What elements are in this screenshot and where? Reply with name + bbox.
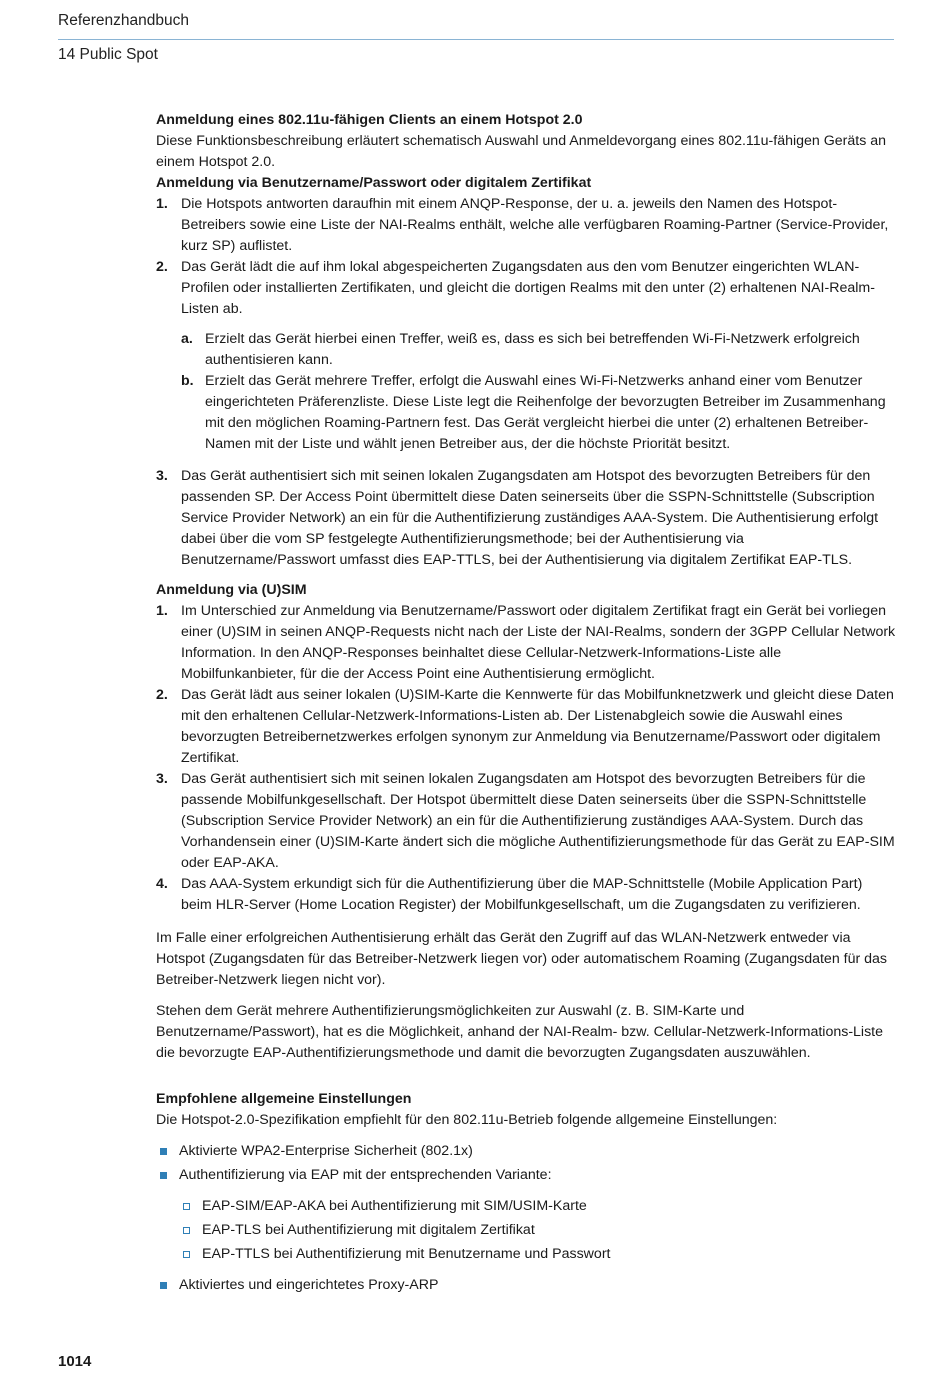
subheading-recommended-settings: Empfohlene allgemeine Einstellungen [156, 1091, 412, 1107]
hollow-square-bullet-icon [183, 1203, 190, 1210]
list-item-text: Im Unterschied zur Anmeldung via Benutzername/Passwort oder digitalem Zertifikat fragt ein Gerät bei vorliegen einer (U)SIM in seinen ANQP-Requests nicht nach der Liste der NAI-Realms, sondern der 3GPP Cellular Network Information. In den ANQP-Responses beinhaltet diese Cellular-Netzwerk-Informations-Liste alle Mobilfunkanbieter, für die der Access Point eine Authentisierung ermöglicht. [181, 603, 896, 682]
sub-bullet-text: EAP-TTLS bei Authentifizierung mit Benutzername und Passwort [202, 1246, 611, 1262]
sub-bullet-item [179, 1220, 896, 1241]
list-item-text: Das Gerät lädt aus seiner lokalen (U)SIM-Karte die Kennwerte für das Mobilfunknetzwerk und gleicht diese Daten mit den erhaltenen Cellular-Netzwerk-Informations-Listen ab. Der Listenabgleich sowie die Auswahl eines bevorzugten Betreibernetzwerkes erfolgen synonym zur Anmeldung via Benutzername/Passwort oder digitalem Zertifikat. [181, 687, 894, 766]
section-intro: Diese Funktionsbeschreibung erläutert schematisch Auswahl und Anmeldevorgang eines 802.11u-fähigen Geräts an einem Hotspot 2.0. [156, 133, 887, 170]
settings-bullet-list [156, 1141, 896, 1296]
list-marker: 3. [156, 468, 168, 484]
list-marker: 2. [156, 259, 168, 275]
list-marker: 2. [156, 687, 168, 703]
page-content [156, 110, 896, 1299]
usim-paragraph-2: Stehen dem Gerät mehrere Authentifizierungsmöglichkeiten zur Auswahl (z. B. SIM-Karte und Benutzername/Passwort), hat es die Möglichkeit, anhand der NAI-Realm- bzw. Cellular-Netzwerk-Informations-Liste die bevorzugte EAP-Authentifizierungsmethode und damit die bevorzugten Zugangsdaten auszuwählen. [156, 1003, 884, 1061]
list-marker: 1. [156, 603, 168, 619]
bullet-text: Aktiviertes und eingerichtetes Proxy-ARP [179, 1277, 439, 1293]
running-title: Referenzhandbuch [58, 12, 189, 29]
bullet-item [156, 1275, 896, 1296]
hollow-square-bullet-icon [183, 1227, 190, 1234]
list-item [156, 769, 896, 874]
list-item [156, 685, 896, 769]
sub-bullet-item [179, 1244, 896, 1265]
bullet-text: Authentifizierung via EAP mit der entsprechenden Variante: [179, 1167, 552, 1183]
page-header [58, 10, 894, 66]
cert-sub-list [181, 329, 896, 455]
sub-list-item-text: Erzielt das Gerät mehrere Treffer, erfolgt die Auswahl eines Wi-Fi-Netzwerks anhand einer vom Benutzer eingerichteten Präferenzliste. Diese Liste legt die Reihenfolge der bevorzugten Betreiber im Zusammenhang mit den möglichen Roaming-Partnern fest. Das Gerät vergleicht hierbei die unter (2) erhaltenen Betreiber-Namen mit der Liste und wählt jenen Betreiber aus, der die höchste Priorität besitzt. [205, 373, 886, 452]
sub-list-item [181, 371, 896, 455]
subheading-usim-login: Anmeldung via (U)SIM [156, 582, 307, 598]
list-item-text: Die Hotspots antworten daraufhin mit einem ANQP-Response, der u. a. jeweils den Namen des Hotspot-Betreibers sowie eine Liste der NAI-Realms enthält, welche alle verfügbaren Roaming-Partner (Service-Provider, kurz SP) auflistet. [181, 196, 889, 254]
list-item [156, 874, 896, 916]
list-item [156, 194, 896, 257]
list-item-text: Das Gerät authentisiert sich mit seinen lokalen Zugangsdaten am Hotspot des bevorzugten Betreibers für den passenden SP. Der Access Point übermittelt diese Daten seinerseits über die SSPN-Schnittstelle (Subscription Service Provider Network) an ein für die Authentifizierung zuständiges AAA-System. Die Authentisierung erfolgt dabei über die vom SP festgelegte Authentifizierungsmethode; bei der Authentisierung via Benutzername/Passwort umfasst dies EAP-TTLS, bei der Authentisierung via digitalem Zertifikat EAP-TLS. [181, 468, 879, 568]
square-bullet-icon [160, 1148, 167, 1155]
list-item-text: Das Gerät authentisiert sich mit seinen lokalen Zugangsdaten am Hotspot des bevorzugten Betreibers für die passende Mobilfunkgesellschaft. Der Hotspot übermittelt diese Daten seinerseits über die SSPN-Schnittstelle (Subscription Service Provider Network) an ein für die Authentifizierung zuständiges AAA-System. Durch das Vorhandensein einer (U)SIM-Karte ändert sich die mögliche Authentifizierungsmethode für das Gerät zu EAP-SIM oder EAP-AKA. [181, 771, 895, 871]
sub-list-item-text: Erzielt das Gerät hierbei einen Treffer, weiß es, dass es sich bei betreffenden Wi-Fi-Netzwerk erfolgreich authentisieren kann. [205, 331, 860, 368]
bullet-item [156, 1165, 896, 1265]
settings-intro: Die Hotspot-2.0-Spezifikation empfiehlt für den 802.11u-Betrieb folgende allgemeine Einstellungen: [156, 1112, 778, 1128]
page-number: 1014 [58, 1353, 92, 1370]
sub-bullet-text: EAP-SIM/EAP-AKA bei Authentifizierung mit SIM/USIM-Karte [202, 1198, 587, 1214]
sub-list-marker: b. [181, 373, 194, 389]
section-heading-hotspot-login: Anmeldung eines 802.11u-fähigen Clients an einem Hotspot 2.0 [156, 112, 583, 128]
eap-variant-list [179, 1196, 896, 1265]
sub-bullet-item [179, 1196, 896, 1217]
hollow-square-bullet-icon [183, 1251, 190, 1258]
chapter-title: 14 Public Spot [58, 46, 158, 63]
cert-steps-list [156, 194, 896, 571]
list-marker: 1. [156, 196, 168, 212]
square-bullet-icon [160, 1172, 167, 1179]
list-item-text: Das Gerät lädt die auf ihm lokal abgespeicherten Zugangsdaten aus den vom Benutzer eingerichten WLAN-Profilen oder installierten Zertifikaten, und gleicht die dortigen Realms mit den unter (2) erhaltenen NAI-Realm-Listen ab. [181, 259, 875, 317]
header-divider [58, 39, 894, 40]
usim-paragraph-1: Im Falle einer erfolgreichen Authentisierung erhält das Gerät den Zugriff auf das WLAN-Netzwerk entweder via Hotspot (Zugangsdaten für das Betreiber-Netzwerk liegen vor) oder automatischem Roaming (Zugangsdaten für das Betreiber-Netzwerk liegen nicht vor). [156, 930, 888, 988]
subheading-cert-login: Anmeldung via Benutzername/Passwort oder digitalem Zertifikat [156, 175, 592, 191]
sub-list-item [181, 329, 896, 371]
sub-list-marker: a. [181, 331, 193, 347]
square-bullet-icon [160, 1282, 167, 1289]
list-item-text: Das AAA-System erkundigt sich für die Authentifizierung über die MAP-Schnittstelle (Mobile Application Part) beim HLR-Server (Home Location Register) der Mobilfunkgesellschaft, um die Zugangsdaten zu verifizieren. [181, 876, 863, 913]
list-item [156, 601, 896, 685]
bullet-item [156, 1141, 896, 1162]
list-marker: 4. [156, 876, 168, 892]
sub-bullet-text: EAP-TLS bei Authentifizierung mit digitalem Zertifikat [202, 1222, 535, 1238]
list-item [156, 466, 896, 571]
usim-steps-list [156, 601, 896, 916]
list-marker: 3. [156, 771, 168, 787]
bullet-text: Aktivierte WPA2-Enterprise Sicherheit (802.1x) [179, 1143, 473, 1159]
list-item [156, 257, 896, 455]
